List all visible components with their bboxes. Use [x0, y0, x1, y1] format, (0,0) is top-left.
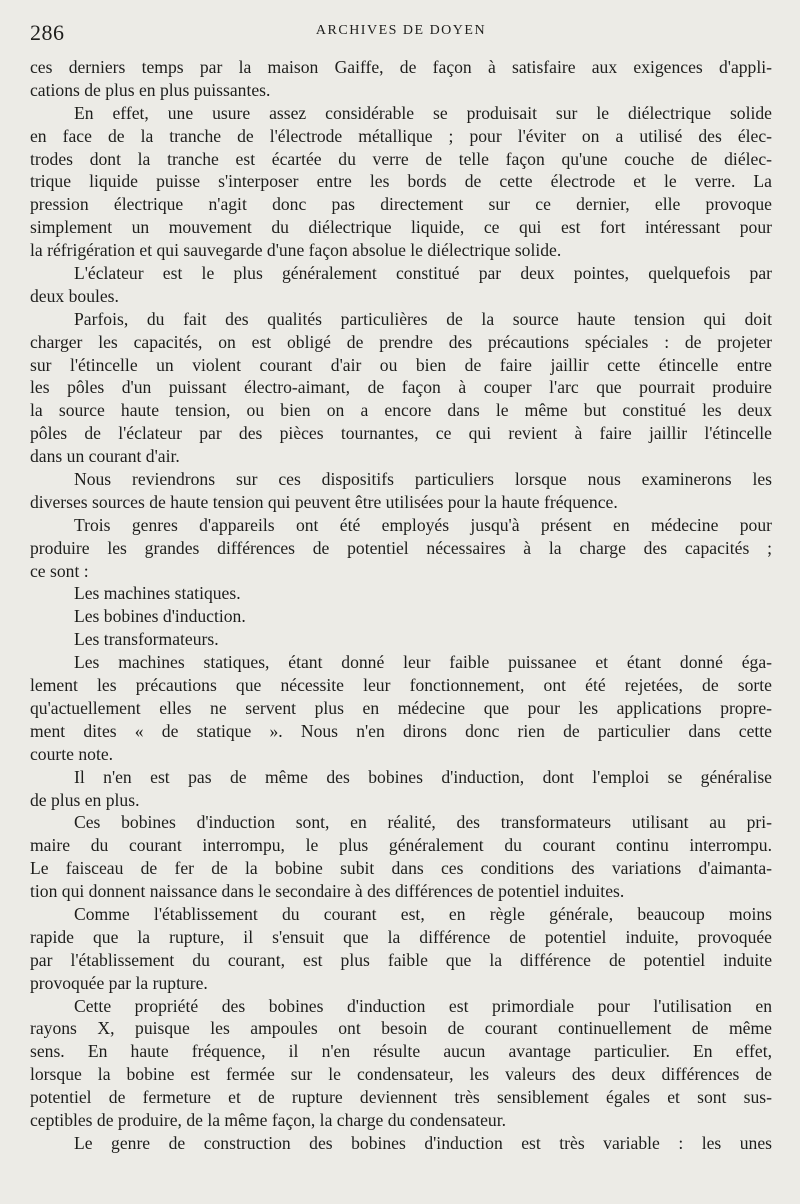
text-line: provoquée par la rupture. [30, 972, 208, 993]
text-line: qu'actuellement elles ne servent plus en médecine que pour les applications propre- [30, 697, 772, 718]
text-line: deux boules. [30, 285, 119, 306]
page-header [30, 20, 772, 50]
text-line: potentiel de fermeture et de rupture deviennent très sensiblement égales et sont sus- [30, 1087, 772, 1108]
page-number: 286 [30, 20, 65, 45]
text-line: de plus en plus. [30, 789, 140, 810]
text-line: Il n'en est pas de même des bobines d'induction, dont l'emploi se généralise [74, 766, 772, 787]
text-line: la source haute tension, ou bien on a encore dans le même but constitué les deux [30, 400, 772, 421]
text-line: courte note. [30, 743, 114, 764]
running-head: ARCHIVES DE DOYEN [315, 23, 487, 38]
text-line: simplement un mouvement du diélectrique liquide, ce qui est fort intéressant pour [30, 217, 772, 238]
text-line: par l'établissement du courant, est plus faible que la différence de potentiel induite [30, 949, 772, 970]
text-line: Le genre de construction des bobines d'induction est très variable : les unes [74, 1132, 772, 1153]
text-line: L'éclateur est le plus généralement constitué par deux pointes, quelquefois par [74, 263, 772, 284]
text-line: lorsque la bobine est fermée sur le condensateur, les valeurs des deux différences de [30, 1064, 772, 1085]
text-line: pression électrique n'agit donc pas directement sur ce dernier, elle provoque [30, 194, 772, 215]
text-line: trodes dont la tranche est écartée du verre de telle façon qu'une couche de diélec- [30, 148, 772, 169]
text-line: tion qui donnent naissance dans le secondaire à des différences de potentiel induites. [30, 881, 625, 902]
text-line: Les transformateurs. [74, 629, 219, 650]
text-line: lement les précautions que nécessite leur fonctionnement, ont été rejetées, de sorte [30, 675, 772, 696]
text-line: maire du courant interrompu, le plus généralement du courant continu interrompu. [30, 835, 772, 856]
text-line: Le faisceau de fer de la bobine subit dans ces conditions des variations d'aimanta- [30, 858, 772, 879]
text-line: les pôles d'un puissant électro-aimant, de façon à couper l'arc que pourrait produire [30, 377, 772, 398]
text-line: En effet, une usure assez considérable se produisait sur le diélectrique solide [74, 102, 772, 123]
text-line: ment dites « de statique ». Nous n'en dirons donc rien de particulier dans cette [30, 720, 772, 741]
text-line: sens. En haute fréquence, il n'en résulte aucun avantage particulier. En effet, [30, 1041, 772, 1062]
text-line: produire les grandes différences de potentiel nécessaires à la charge des capacités ; [30, 537, 772, 558]
text-line: Trois genres d'appareils ont été employés jusqu'à présent en médecine pour [74, 514, 772, 535]
text-line: rayons X, puisque les ampoules ont besoin de courant continuellement de même [30, 1018, 772, 1039]
text-line: ce sont : [30, 560, 89, 581]
text-line: Comme l'établissement du courant est, en règle générale, beaucoup moins [74, 903, 772, 924]
text-line: charger les capacités, on est obligé de prendre des précautions spéciales : de projeter [30, 331, 772, 352]
text-line: Nous reviendrons sur ces dispositifs particuliers lorsque nous examinerons les [74, 469, 772, 490]
text-line: Cette propriété des bobines d'induction est primordiale pour l'utilisation en [74, 995, 772, 1016]
text-line: diverses sources de haute tension qui peuvent être utilisées pour la haute fréquence. [30, 491, 618, 512]
text-line: Les bobines d'induction. [74, 606, 246, 627]
text-line: Les machines statiques, étant donné leur faible puissanee et étant donné éga- [74, 652, 772, 673]
text-line: cations de plus en plus puissantes. [30, 79, 271, 100]
text-line: en face de la tranche de l'électrode métallique ; pour l'éviter on a utilisé des élec- [30, 125, 772, 146]
text-line: la réfrigération et qui sauvegarde d'une façon absolue le diélectrique solide. [30, 240, 562, 261]
body-text [30, 56, 772, 1155]
text-line: Les machines statiques. [74, 583, 241, 604]
text-line: ceptibles de produire, de la même façon, la charge du condensateur. [30, 1109, 506, 1130]
text-line: Ces bobines d'induction sont, en réalité, des transformateurs utilisant au pri- [74, 812, 772, 833]
text-line: ces derniers temps par la maison Gaiffe, de façon à satisfaire aux exigences d'appli- [30, 57, 772, 77]
text-line: pôles de l'éclateur par des pièces tournantes, ce qui revient à faire jaillir l'étincelle [30, 423, 772, 444]
text-line: Parfois, du fait des qualités particulières de la source haute tension qui doit [74, 308, 772, 329]
text-line: trique liquide puisse s'interposer entre les bords de cette électrode et le verre. La [30, 171, 772, 192]
text-line: rapide que la rupture, il s'ensuit que la différence de potentiel induite, provoquée [30, 926, 772, 947]
text-line: sur l'étincelle un violent courant d'air ou bien de faire jaillir cette étincelle entre [30, 354, 772, 375]
text-line: dans un courant d'air. [30, 446, 180, 467]
